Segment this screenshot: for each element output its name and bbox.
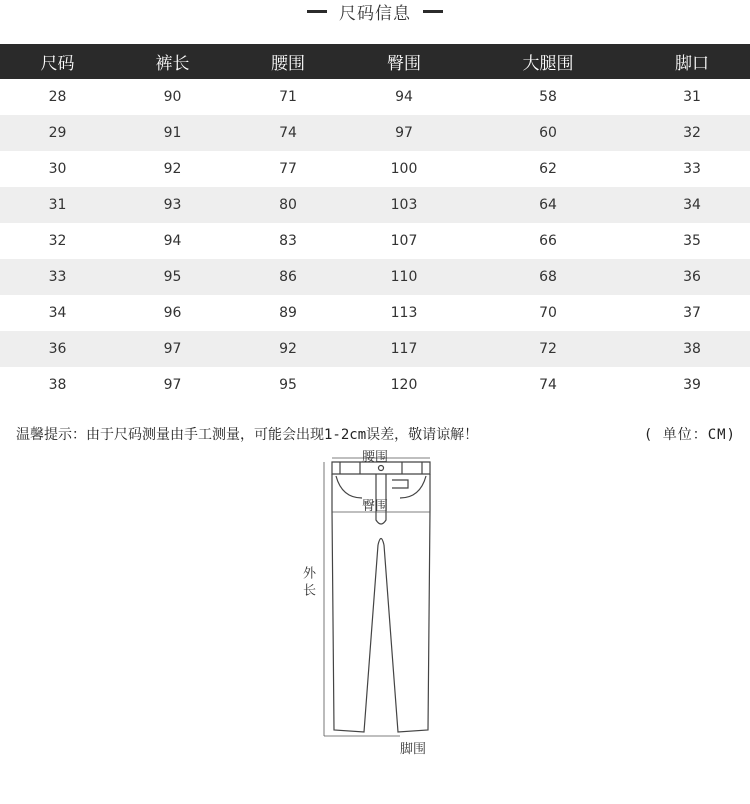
table-cell: 113 xyxy=(346,295,462,331)
table-row xyxy=(0,331,750,367)
table-cell: 117 xyxy=(346,331,462,367)
table-cell: 58 xyxy=(462,79,634,115)
table-cell: 92 xyxy=(115,151,230,187)
table-cell: 31 xyxy=(0,187,115,223)
table-cell: 103 xyxy=(346,187,462,223)
table-cell: 95 xyxy=(115,259,230,295)
table-cell: 39 xyxy=(634,367,750,403)
table-cell: 33 xyxy=(634,151,750,187)
table-row xyxy=(0,259,750,295)
table-cell: 70 xyxy=(462,295,634,331)
table-cell: 80 xyxy=(230,187,346,223)
table-cell: 77 xyxy=(230,151,346,187)
table-cell: 64 xyxy=(462,187,634,223)
table-row xyxy=(0,295,750,331)
table-cell: 32 xyxy=(0,223,115,259)
table-cell: 93 xyxy=(115,187,230,223)
table-cell: 96 xyxy=(115,295,230,331)
table-cell: 68 xyxy=(462,259,634,295)
table-cell: 32 xyxy=(634,115,750,151)
table-cell: 36 xyxy=(0,331,115,367)
table-cell: 66 xyxy=(462,223,634,259)
table-header-row xyxy=(0,44,750,79)
table-cell: 89 xyxy=(230,295,346,331)
table-cell: 94 xyxy=(115,223,230,259)
length-label: 外长 xyxy=(300,566,315,600)
table-row xyxy=(0,151,750,187)
header-waist: 腰围 xyxy=(230,44,346,79)
table-cell: 90 xyxy=(115,79,230,115)
table-cell: 74 xyxy=(230,115,346,151)
table-cell: 100 xyxy=(346,151,462,187)
table-cell: 28 xyxy=(0,79,115,115)
table-cell: 34 xyxy=(0,295,115,331)
title-text: 尺码信息 xyxy=(339,3,411,24)
table-cell: 35 xyxy=(634,223,750,259)
size-table xyxy=(0,44,750,403)
pants-outline-icon xyxy=(290,440,450,770)
table-row xyxy=(0,187,750,223)
table-cell: 34 xyxy=(634,187,750,223)
table-cell: 38 xyxy=(0,367,115,403)
table-row xyxy=(0,115,750,151)
table-cell: 97 xyxy=(115,331,230,367)
table-cell: 107 xyxy=(346,223,462,259)
table-cell: 97 xyxy=(115,367,230,403)
table-cell: 37 xyxy=(634,295,750,331)
table-cell: 71 xyxy=(230,79,346,115)
table-cell: 36 xyxy=(634,259,750,295)
section-title xyxy=(0,0,750,22)
header-length: 裤长 xyxy=(115,44,230,79)
table-cell: 95 xyxy=(230,367,346,403)
table-row xyxy=(0,367,750,403)
table-cell: 86 xyxy=(230,259,346,295)
table-cell: 33 xyxy=(0,259,115,295)
header-size: 尺码 xyxy=(0,44,115,79)
hem-label: 脚围 xyxy=(400,742,427,757)
table-cell: 83 xyxy=(230,223,346,259)
table-cell: 38 xyxy=(634,331,750,367)
table-cell: 29 xyxy=(0,115,115,151)
title-left-bar xyxy=(307,10,327,13)
header-thigh: 大腿围 xyxy=(462,44,634,79)
table-cell: 92 xyxy=(230,331,346,367)
table-cell: 91 xyxy=(115,115,230,151)
notice-text: 温馨提示：由于尺码测量由手工测量，可能会出现1-2cm误差，敬请谅解！ xyxy=(16,427,479,443)
table-cell: 110 xyxy=(346,259,462,295)
title-right-bar xyxy=(423,10,443,13)
pants-diagram xyxy=(290,440,450,770)
header-hip: 臀围 xyxy=(346,44,462,79)
table-cell: 30 xyxy=(0,151,115,187)
table-row xyxy=(0,223,750,259)
hip-label: 臀围 xyxy=(362,499,389,514)
table-cell: 60 xyxy=(462,115,634,151)
table-cell: 120 xyxy=(346,367,462,403)
table-cell: 62 xyxy=(462,151,634,187)
waist-label: 腰围 xyxy=(362,450,389,465)
table-cell: 74 xyxy=(462,367,634,403)
unit-label: ( 单位：CM) xyxy=(643,427,736,443)
table-cell: 72 xyxy=(462,331,634,367)
table-cell: 94 xyxy=(346,79,462,115)
header-hem: 脚口 xyxy=(634,44,750,79)
table-row xyxy=(0,79,750,115)
table-cell: 31 xyxy=(634,79,750,115)
table-cell: 97 xyxy=(346,115,462,151)
